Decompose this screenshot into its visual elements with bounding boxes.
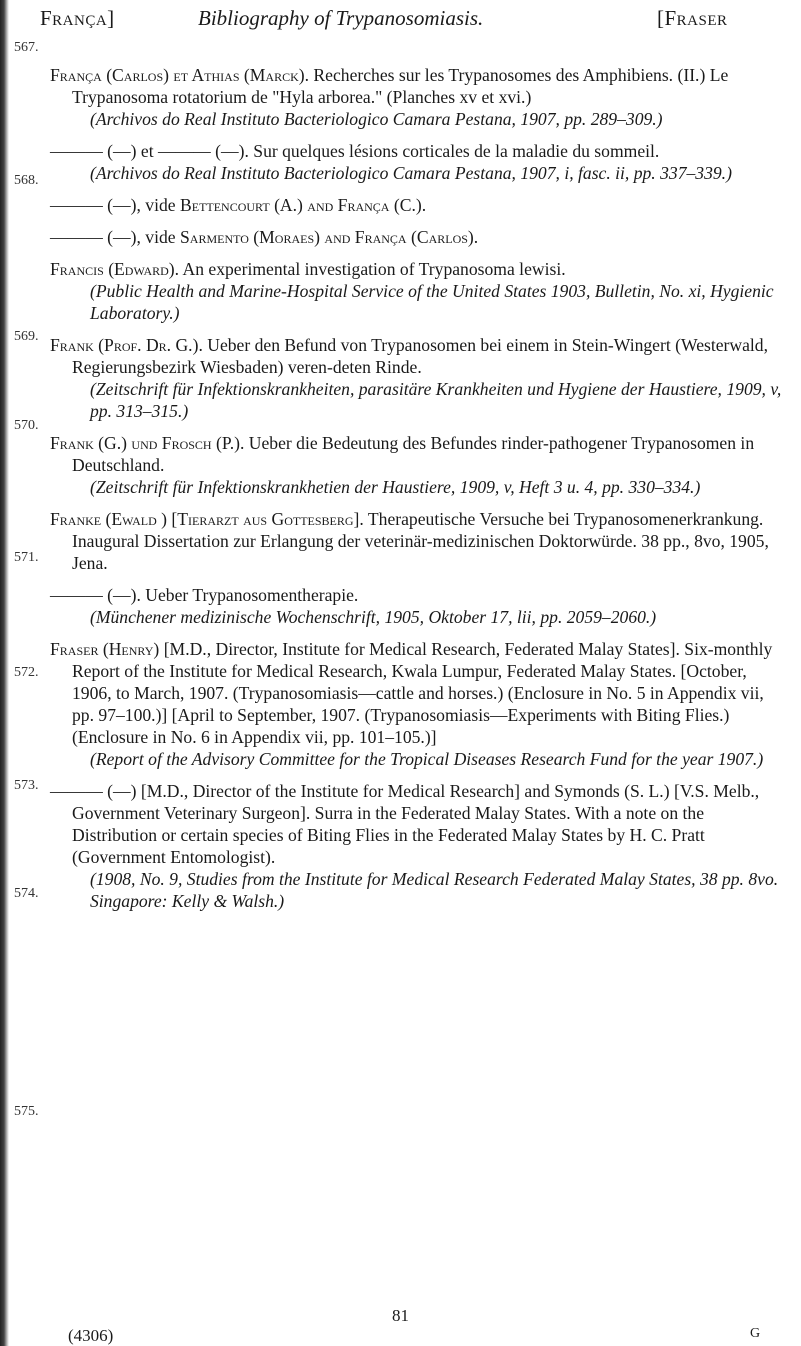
bibliography-entry (50, 432, 785, 498)
entry-text: Ueber Trypanosomentherapie. (145, 585, 359, 605)
entry-source: (Zeitschrift für Infektionskrankhetien der Haustiere, 1909, v, Heft 3 u. 4, pp. 330–334.) (90, 477, 701, 497)
bibliography-entry (50, 334, 785, 422)
margin-number: 575. (14, 1104, 39, 1119)
margin-number: 573. (14, 778, 39, 793)
entry-text: [M.D., Director of the Institute for Medical Research] and Symonds (S. L.) [V.S. Melb., Government Veterinary Surgeon]. Surra in the Federated Malay States. With a note on the Distribution or certain species of Biting Flies in the Federated Malay States by H. C. Pratt (Government Entomologist). (72, 781, 760, 867)
entry-author: Frank (G.) und Frosch (P.). (50, 433, 245, 453)
margin-number: 572. (14, 665, 39, 680)
entry-text: An experimental investigation of Trypanosoma lewisi. (182, 259, 566, 279)
header-title: Bibliography of Trypanosomiasis. (198, 6, 484, 30)
bibliography-entry (50, 194, 785, 216)
bibliography-entries (50, 64, 785, 922)
entry-author: França (Carlos) et Athias (Marck). (50, 65, 310, 85)
signature-mark: G (750, 1326, 761, 1341)
entry-text: Ueber die Bedeutung des Befundes rinder-pathogener Trypanosomen in Deutschland. (72, 433, 755, 475)
margin-number: 569. (14, 329, 39, 344)
bibliography-entry (50, 140, 785, 184)
entry-text: Sur quelques lésions corticales de la maladie du sommeil. (253, 141, 660, 161)
entry-text: Ueber den Befund von Trypanosomen bei einem in Stein-Wingert (Westerwald, Regierungsbezirk Wiesbaden) veren-deten Rinde. (72, 335, 768, 377)
entry-source: (Zeitschrift für Infektionskrankheiten, parasitäre Krankheiten und Hygiene der Haustiere, 1909, v, pp. 313–315.) (90, 379, 782, 421)
entry-text: Therapeutische Versuche bei Trypanosomenerkrankung. Inaugural Dissertation zur Erlangung der veterinär-medizinischen Doktorwürde. 38 pp., 8vo, 1905, Jena. (72, 509, 769, 573)
bibliography-entry (50, 508, 785, 574)
header-right: [Fraser (657, 6, 728, 30)
entry-author: ——— (—). (50, 585, 141, 605)
entry-source: (Archivos do Real Instituto Bacteriologico Camara Pestana, 1907, i, fasc. ii, pp. 337–339.) (90, 163, 732, 183)
entry-source: (1908, No. 9, Studies from the Institute for Medical Research Federated Malay States, 38 pp. 8vo. Singapore: Kelly & Walsh.) (90, 869, 779, 911)
print-code: (4306) (68, 1326, 114, 1345)
book-spine-edge (0, 0, 9, 1346)
entry-author: Frank (Prof. Dr. G.). (50, 335, 203, 355)
entry-source: (Archivos do Real Instituto Bacteriologico Camara Pestana, 1907, pp. 289–309.) (90, 109, 663, 129)
bibliography-entry (50, 780, 785, 912)
entry-author: ——— (—), vide (50, 227, 176, 247)
header-left: França] (40, 6, 115, 30)
bibliography-entry (50, 226, 785, 248)
entry-author: Francis (Edward). (50, 259, 180, 279)
entry-author: Franke (Ewald ) [Tierarzt aus Gottesberg]. (50, 509, 364, 529)
bibliography-entry (50, 584, 785, 628)
margin-number: 568. (14, 173, 39, 188)
entry-author: ——— (—) (50, 781, 137, 801)
entry-source: (Report of the Advisory Committee for the Tropical Diseases Research Fund for the year 1907.) (90, 749, 764, 769)
entry-text: Sarmento (Moraes) and França (Carlos). (180, 227, 479, 247)
running-header (40, 6, 771, 38)
entry-source: (Public Health and Marine-Hospital Service of the United States 1903, Bulletin, No. xi, Hygienic Laboratory.) (90, 281, 774, 323)
entry-text: [M.D., Director, Institute for Medical Research, Federated Malay States]. Six-monthly Report of the Institute for Medical Research, Kwala Lumpur, Federated Malay States. [October, 1906, to March, 1907. (Trypanosomiasis—cattle and horses.) (Enclosure in No. 5 in Appendix vii, pp. 97–100.)] [April to September, 1907. (Trypanosomiasis—Experiments with Biting Flies.) (Enclosure in No. 6 in Appendix vii, pp. 101–105.)] (72, 639, 773, 747)
margin-number: 571. (14, 550, 39, 565)
margin-number: 570. (14, 418, 39, 433)
bibliography-entry (50, 258, 785, 324)
margin-number: 567. (14, 40, 39, 55)
margin-number: 574. (14, 886, 39, 901)
bibliography-entry (50, 638, 785, 770)
entry-author: ——— (—) et ——— (—). (50, 141, 249, 161)
entry-author: ——— (—), vide (50, 195, 176, 215)
bibliography-entry (50, 64, 785, 130)
entry-text: Bettencourt (A.) and França (C.). (180, 195, 427, 215)
page-number: 81 (392, 1306, 409, 1325)
entry-source: (Münchener medizinische Wochenschrift, 1905, Oktober 17, lii, pp. 2059–2060.) (90, 607, 657, 627)
entry-text: Recherches sur les Trypanosomes des Amphibiens. (II.) Le Trypanosoma rotatorium de "Hyla arborea." (Planches xv et xvi.) (72, 65, 729, 107)
entry-author: Fraser (Henry) (50, 639, 160, 659)
